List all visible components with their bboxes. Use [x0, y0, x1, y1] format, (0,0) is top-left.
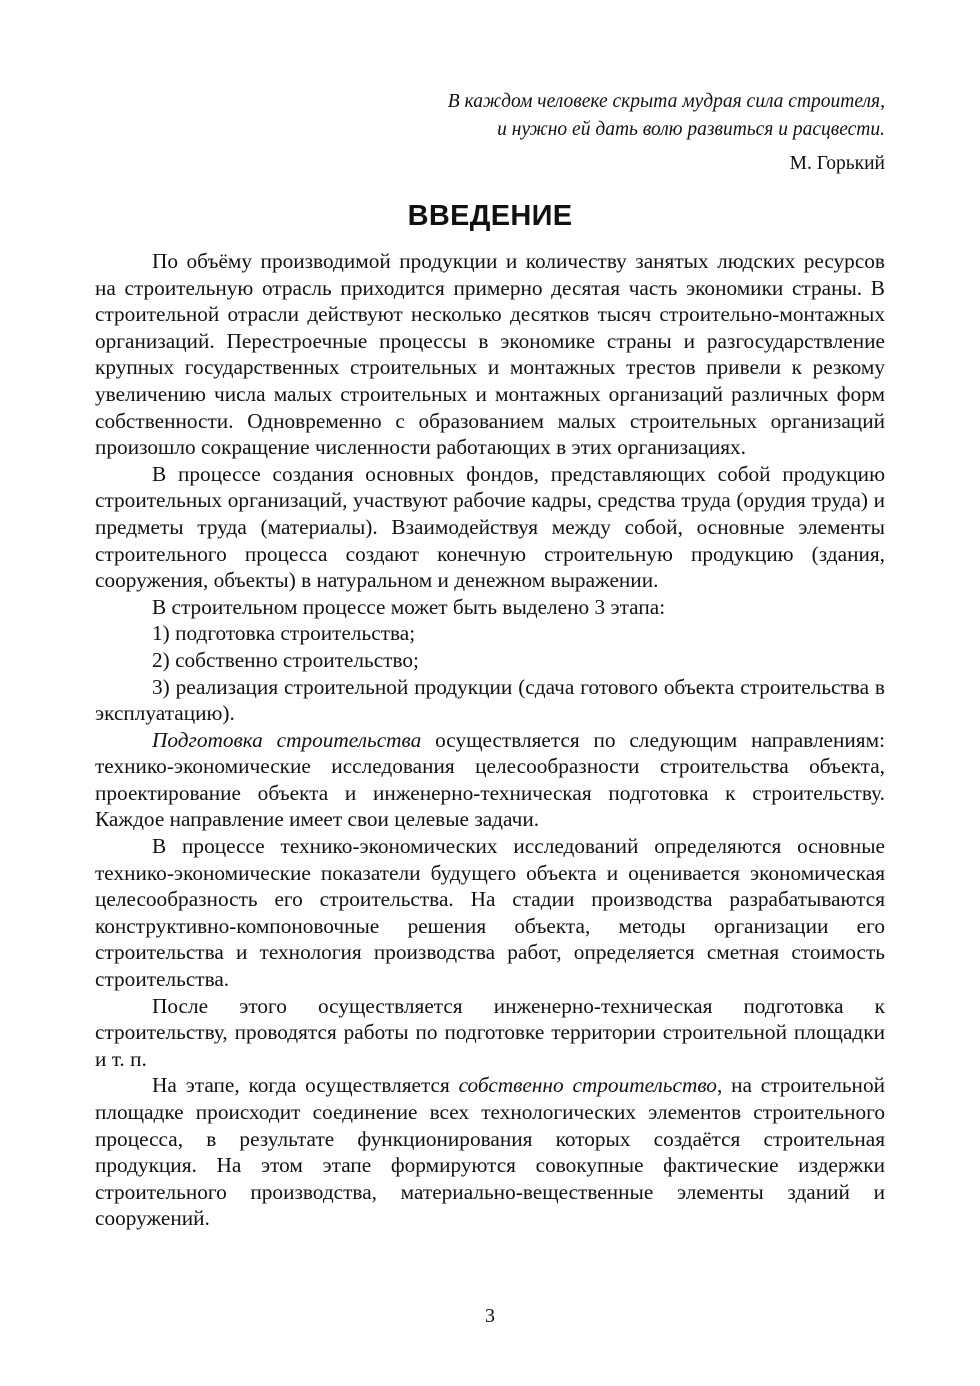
list-item-2: 2) собственно строительство; — [152, 647, 419, 672]
paragraph-4 — [95, 727, 885, 833]
epigraph — [95, 88, 885, 144]
paragraph-2: В процессе создания основных фондов, представляющих собой продукцию строительных организаций, участвуют рабочие кадры, средства труда (орудия труда) и предметы труда (материалы). Взаимодействуя между собой, основные элементы строительного процесса создают конечную строительную продукцию (здания, сооружения, объекты) в натуральном и денежном выражении. — [95, 461, 885, 593]
list-item-1: 1) подготовка строительства; — [152, 621, 416, 646]
paragraph-5: В процессе технико-экономических исследований определяются основные технико-экономические показатели будущего объекта и оценивается экономическая целесообразность его строительства. На стадии производства разрабатываются конструктивно-компоновочные решения объекта, методы организации его строительства и технология производства работ, определяется сметная стоимость строительства. — [95, 834, 885, 992]
page-number: 3 — [485, 1305, 495, 1327]
body-text — [95, 248, 885, 1232]
paragraph-4-emphasis: Подготовка строительства — [152, 727, 422, 752]
chapter-title: ВВЕДЕНИЕ — [407, 200, 573, 232]
page-content — [95, 88, 885, 1232]
paragraph-4-text: осуществляется по следующим направлениям: технико-экономические исследования целесообразности строительства объекта, проектирование объекта и инженерно-техническая подготовка к строительству. Каждое направление имеет свои целевые задачи. — [95, 727, 885, 832]
epigraph-line-2: и нужно ей дать волю развиться и расцвести. — [497, 119, 885, 140]
epigraph-line-1: В каждом человеке скрыта мудрая сила строителя, — [447, 91, 885, 112]
paragraph-7-emphasis: собственно строительство — [458, 1073, 717, 1098]
list-item-3: 3) реализация строительной продукции (сдача готового объекта строительства в эксплуатацию). — [95, 674, 885, 726]
paragraph-6: После этого осуществляется инженерно-техническая подготовка к строительству, проводятся работы по подготовке территории строительной площадки и т. п. — [95, 993, 885, 1071]
epigraph-author: М. Горький — [789, 153, 885, 174]
paragraph-7 — [95, 1072, 885, 1232]
paragraph-7-start: На этапе, когда осуществляется — [152, 1073, 459, 1098]
paragraph-7-text: , на строительной площадке происходит соединение всех технологических элементов строительного процесса, в результате функционирования которых создаётся строительная продукция. На этом этапе формируются совокупные фактические издержки строительного производства, материально-вещественные элементы зданий и сооружений. — [95, 1073, 885, 1231]
paragraph-3: В строительном процессе может быть выделено 3 этапа: — [152, 594, 666, 619]
paragraph-1: По объёму производимой продукции и количеству занятых людских ресурсов на строительную отрасль приходится примерно десятая часть экономики страны. В строительной отрасли действуют несколько десятков тысяч строительно-монтажных организаций. Перестроечные процессы в экономике страны и разгосударствление крупных государственных строительных и монтажных трестов привели к резкому увеличению числа малых строительных и монтажных организаций различных форм собственности. Одновременно с образованием малых строительных организаций произошло сокращение численности работающих в этих организациях. — [95, 249, 885, 460]
